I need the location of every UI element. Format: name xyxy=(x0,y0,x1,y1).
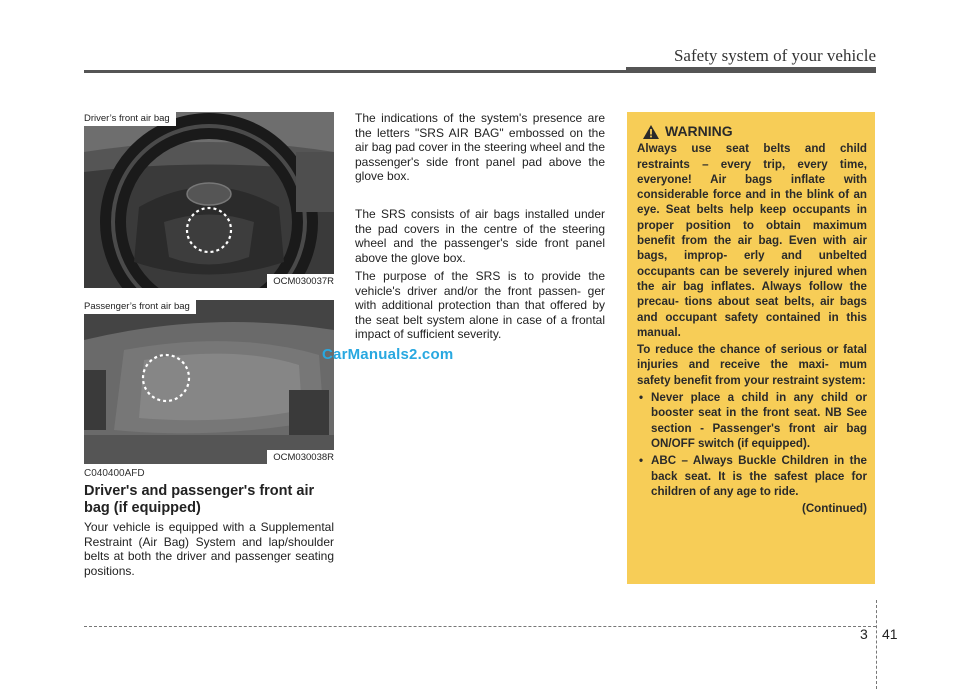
chapter-number: 3 xyxy=(860,626,868,642)
bullet-text: Never place a child in any child or booster seat in the front seat. NB See section - Passenger's front air bag ON/OFF switch (if equipped). xyxy=(651,391,867,450)
srs-purpose-paragraph: The purpose of the SRS is to provide the vehicle's driver and/or the front passen- ger with additional protection than that offered by the seat belt system alone in case of a frontal impact of sufficient severity. xyxy=(355,269,605,342)
page-header-title: Safety system of your vehicle xyxy=(673,46,876,65)
figure-code: OCM030038R xyxy=(267,450,334,464)
warning-box xyxy=(627,112,875,584)
bullet-marker: • xyxy=(639,454,644,468)
passenger-airbag-photo xyxy=(84,300,334,464)
driver-airbag-photo xyxy=(84,112,334,288)
steering-wheel-illustration xyxy=(84,112,334,288)
footer-divider xyxy=(876,600,877,689)
warning-bullet xyxy=(637,390,867,451)
header-rule-accent xyxy=(626,67,876,73)
warning-title: WARNING xyxy=(665,123,733,139)
warning-bullet xyxy=(637,453,867,499)
warning-paragraph: Always use seat belts and child restraints – every trip, every time, everyone! Air bags inflate with considerable force and in the blink of an eye. Seat belts help keep occupants in proper position to obtain maximum benefit from the air bag. Even with air bags, improp- erly and unbelted occupants can be severely injured when the air bag inflates. Always follow the precau- tions about seat belts, air bags and occupant safety contained in this manual. xyxy=(637,142,867,339)
warning-heading xyxy=(637,124,867,139)
page-number: 41 xyxy=(882,626,898,642)
figure-caption: Driver’s front air bag xyxy=(84,112,176,126)
warning-triangle-icon xyxy=(643,125,659,139)
srs-components-paragraph: The SRS consists of air bags installed under the pad covers in the centre of the steering wheel and the passenger's side front panel above the glove box. xyxy=(355,207,605,265)
intro-paragraph: Your vehicle is equipped with a Supplemental Restraint (Air Bag) System and lap/shoulder belts at both the driver and passenger seating positions. xyxy=(84,520,334,578)
figure-caption: Passenger’s front air bag xyxy=(84,300,196,314)
section-code: C040400AFD xyxy=(84,468,145,479)
bullet-text: ABC – Always Buckle Children in the back seat. It is the safest place for children of any age to ride. xyxy=(651,454,867,498)
continued-label: (Continued) xyxy=(801,502,867,516)
dashboard-illustration xyxy=(84,300,334,464)
footer-rule xyxy=(84,626,876,627)
bullet-marker: • xyxy=(639,391,644,405)
warning-paragraph: To reduce the chance of serious or fatal injuries and receive the maxi- mum safety benefit from your restraint system: xyxy=(637,343,867,387)
watermark-text: CarManuals2.com xyxy=(322,346,454,363)
srs-indication-paragraph: The indications of the system's presence are the letters "SRS AIR BAG" embossed on the air bag pad cover in the steering wheel and the passenger's side front panel pad above the glove box. xyxy=(355,111,605,184)
figure-code: OCM030037R xyxy=(267,274,334,288)
section-heading: Driver's and passenger's front air bag (if equipped) xyxy=(84,483,315,516)
